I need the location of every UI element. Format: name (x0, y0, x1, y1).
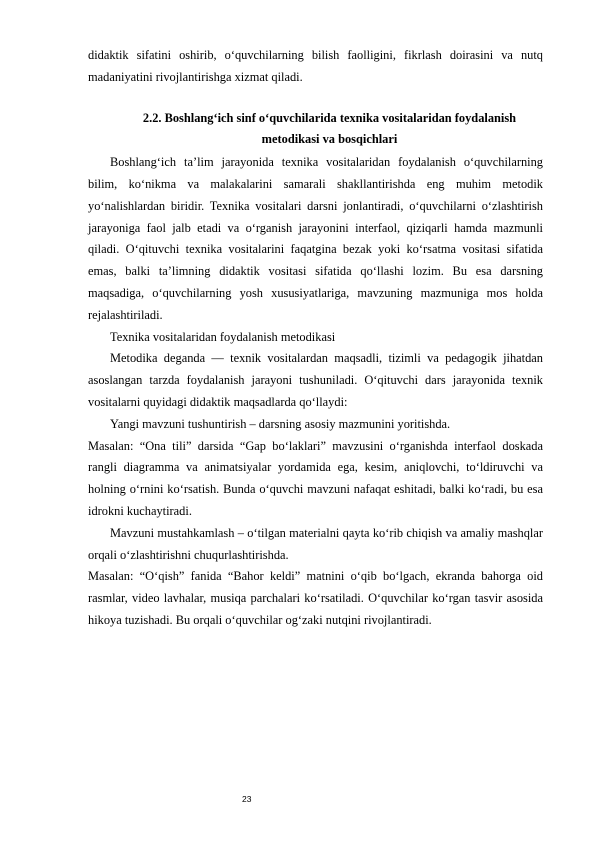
paragraph-reinforce: Mavzuni mustahkamlash – o‘tilgan materialni qayta ko‘rib chiqish va amaliy mashqlar orqali o‘zlashtirishni chuqurlashtirishda. (88, 525, 543, 562)
page-number: 23 (242, 794, 252, 804)
paragraph-continued: didaktik sifatini oshirib, o‘quvchilarning bilish faolligini, fikrlash doirasini va nutq madaniyatini rivojlantirishga xizmat qiladi. (88, 48, 543, 84)
paragraph-intro: Boshlang‘ich ta’lim jarayonida texnika vositalaridan foydalanish o‘quvchilarning bilim, ko‘nikma va malakalarini samarali shakllantirishda eng muhim metodik yo‘nalishlardan biridir. Texnika vositalari darsni jonlantiradi, o‘quvchilarni o‘zlashtirish jarayoniga faol jalb etadi va o‘rganish jarayonini interfaol, qiziqarli hamda mazmunli qiladi. O‘qituvchi texnika vositalarini faqatgina bezak yoki ko‘rsatma vositasi sifatida emas, balki ta’limning didaktik vositasi sifatida qo‘llashi lozim. Bu esa darsning maqsadiga, o‘quvchilarning yosh xususiyatlariga, mavzuning mazmuniga mos holda rejalashtiriladi. (88, 155, 543, 322)
paragraph-methodology: Metodika deganda — texnik vositalardan maqsadli, tizimli va pedagogik jihatdan asoslangan tarzda foydalanish jarayoni tushuniladi. O‘qituvchi dars jarayonida texnik vositalarni quyidagi didaktik maqsadlarda qo‘llaydi: (88, 351, 543, 409)
paragraph-example-1: Masalan: “Ona tili” darsida “Gap bo‘laklari” mavzusini o‘rganishda interfaol doskada rangli diagramma va animatsiyalar yordamida ega, kesim, aniqlovchi, to‘ldiruvchi va holning o‘rnini ko‘rsatish. Bunda o‘quvchi mavzuni nafaqat eshitadi, balki ko‘radi, bu esa idrokni kuchaytiradi. (88, 438, 543, 518)
paragraph-subheading: Texnika vositalaridan foydalanish metodikasi (110, 329, 336, 344)
paragraph-example-2: Masalan: “O‘qish” fanida “Bahor keldi” matnini o‘qib bo‘lgach, ekranda bahorga oid rasmlar, video lavhalar, musiqa parchalari ko‘rsatiladi. O‘quvchilar ko‘rgan tasvir asosida hikoya tuzishadi. Bu orqali o‘quvchilar og‘zaki nutqini rivojlantiradi. (88, 569, 543, 627)
document-body (88, 45, 543, 632)
section-heading: 2.2. Boshlang‘ich sinf o‘quvchilarida texnika vositalaridan foydalanish metodikasi va bosqichlari (142, 110, 517, 147)
paragraph-new-topic: Yangi mavzuni tushuntirish – darsning asosiy mazmunini yoritishda. (110, 416, 451, 431)
